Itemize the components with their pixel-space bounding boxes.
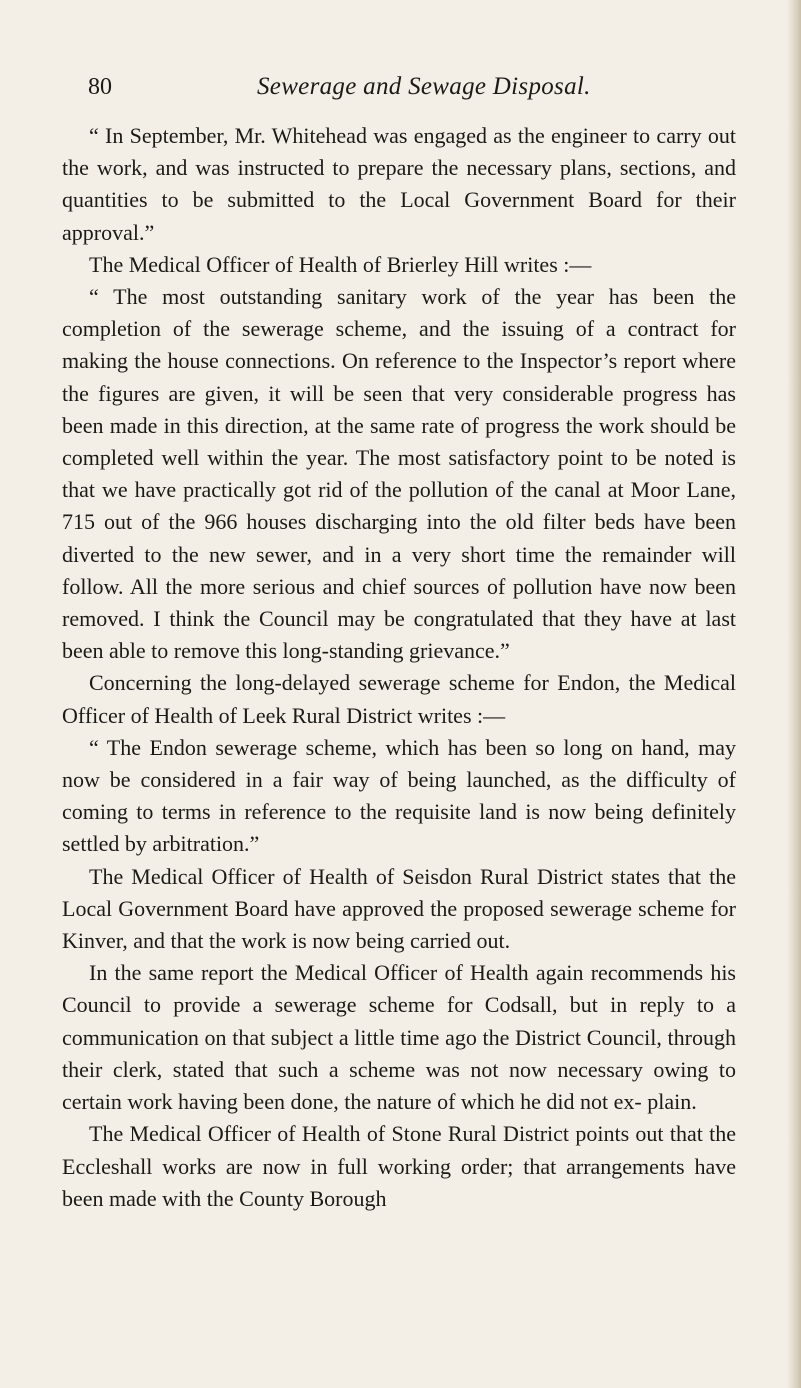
paragraph-stone-eccleshall: The Medical Officer of Health of Stone Rural District points out that the Eccleshall works are now in full working order; that arrangements have been made with the County Borough [62,1121,736,1211]
paragraph-brierley-hill-quote: “ The most outstanding sanitary work of the year has been the completion of the sewerage scheme, and the issuing of a contract for making the house connections. On reference to the Inspector’s report where the figures are given, it will be seen that very considerable progress has been made in this direction, at the same rate of progress the work should be completed well within the year. The most satisfactory point to be noted is that we have practically got rid of the pollution of the canal at Moor Lane, 715 out of the 966 houses discharging into the old filter beds have been diverted to the new sewer, and in a very short time the remainder will follow. All the more serious and chief sources of pollution have now been removed. I think the Council may be congratulated that they have at last been able to remove this long-standing grievance.” [62,284,736,664]
paragraph-brierley-hill-intro: The Medical Officer of Health of Brierley Hill writes :— [89,251,592,277]
paragraph-endon-intro: Concerning the long-delayed sewerage scheme for Endon, the Medical Officer of Health of Leek Rural District writes :— [62,670,736,728]
page-edge-shadow [787,0,801,1388]
running-title: Sewerage and Sewage Disposal. [257,73,591,100]
paragraph-whitehead-quote: “ In September, Mr. Whitehead was engaged as the engineer to carry out the work, and was instructed to prepare the necessary plans, sections, and quantities to be submitted to the Local Government Board for their approval.” [62,123,736,245]
paragraph-codsall: In the same report the Medical Officer of Health again recommends his Council to provide a sewerage scheme for Codsall, but in reply to a communication on that subject a little time ago the District Council, through their clerk, stated that such a scheme was not now necessary owing to certain work having been done, the nature of which he did not ex- plain. [62,960,736,1115]
running-head [88,72,738,106]
page-number: 80 [88,74,112,100]
paragraph-seisdon-kinver: The Medical Officer of Health of Seisdon Rural District states that the Local Government Board have approved the proposed sewerage scheme for Kinver, and that the work is now being carried out. [62,863,736,954]
body-text [62,120,736,1215]
paragraph-endon-quote: “ The Endon sewerage scheme, which has been so long on hand, may now be considered in a fair way of being launched, as the difficulty of coming to terms in reference to the requisite land is now being definitely settled by arbitration.” [62,734,736,857]
